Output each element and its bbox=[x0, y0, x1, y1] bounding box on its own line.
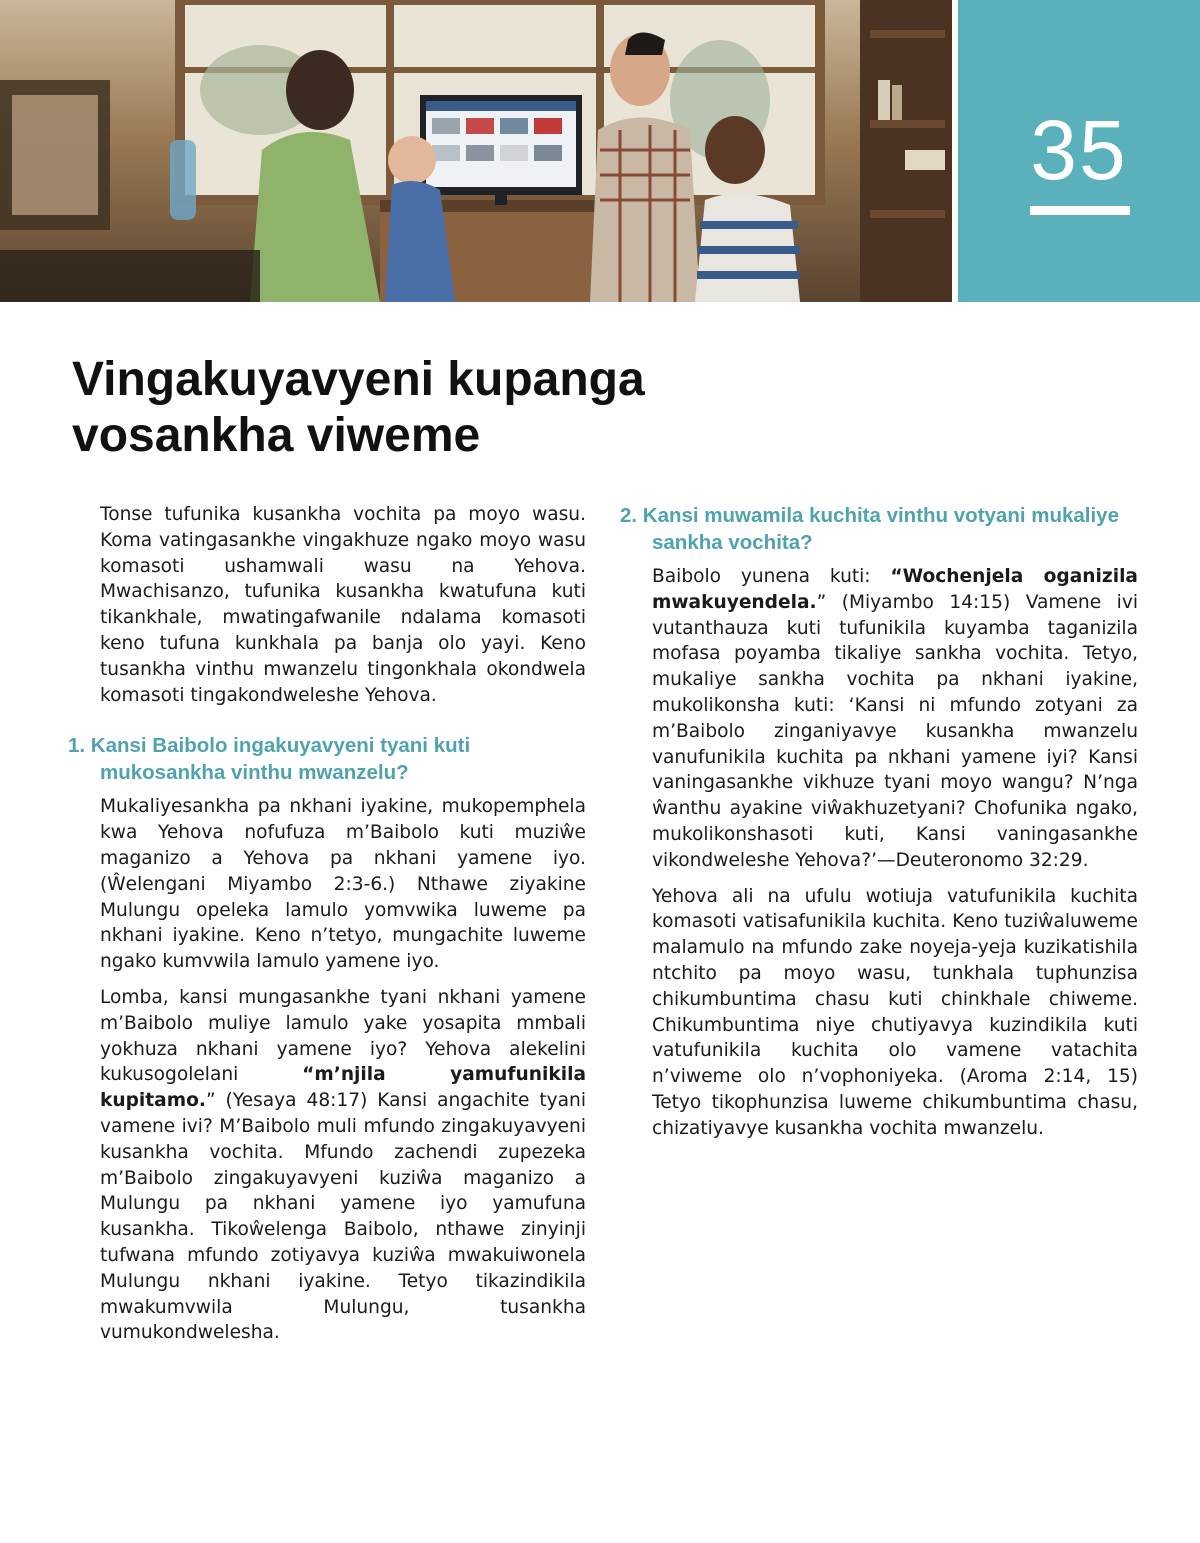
page-title: Vingakuyavyeni kupanga vosankha viweme bbox=[72, 353, 645, 462]
right-column bbox=[620, 502, 1138, 1152]
lesson-number-underline bbox=[1030, 206, 1130, 215]
question-1-heading: 1. Kansi Baibolo ingakuyavyeni tyani kuti mukosankha vinthu mwanzelu? bbox=[68, 734, 471, 785]
lesson-number: 35 bbox=[1030, 103, 1128, 197]
question-2-paragraph-1 bbox=[652, 564, 1138, 874]
question-2-paragraph-2: Yehova ali na ufulu wotiuja vatufunikila kuchita komasoti vatisafunikila kuchita. Keno tuziŵaluweme malamulo na mfundo zake noyeja-yeja kuzikatishila ntchito pa moyo wasu, tunkhala tuphunzisa chikumbuntima chasu kuti chinkhale chiweme. Chikumbuntima niye chutiyavya kuzindikila kuti vatufunikila kuchita olo vamene vatachita n’viweme olo n’vophoniyeka. (Aroma 2:14, 15) Tetyo tikophunzisa luweme chikumbuntima chasu, chizatiyavye kusankha vochita mwanzelu. bbox=[652, 885, 1138, 1139]
q2-p1-scripture-quote: “Wochenjela oganizila mwakuyendela. bbox=[652, 566, 1138, 613]
q2-p1-text-end: ” (Miyambo 14:15) Vamene ivi vutanthauza kuti tufunikila kuyamba taganizila mofasa poyamba tikaliye sankha vochita. Tetyo, mukaliye sankha vochita pa nkhani iyakine, mukolikonsha kuti: ‘Kansi ni mfundo zotyani za m’Baibolo zinganiyavye kusankha mwanzelu vanufunikila kuchita pa nkhani yamene iyi? Kansi vaningasankhe vikhuze tyani moyo wangu? N’nga ŵanthu ayakine viŵakhuzetyani? Chofunika ngako, mukolikonshasoti kuti, Kansi vaningasankhe vikondweleshe Yehova?’—Deuteronomo 32:29. bbox=[652, 591, 1138, 871]
hero-photo bbox=[0, 0, 952, 302]
question-1-paragraph-2 bbox=[100, 985, 586, 1346]
intro-paragraph: Tonse tufunika kusankha vochita pa moyo wasu. Koma vatingasankhe vingakhuze ngako moyo wasu komasoti ushamwali wasu na Yehova. Mwachisanzo, tufunika kusankha kwatufuna kuti tikankhale, mwatingafwanile ndalama komasoti keno tufuna kunkhala pa banja olo yayi. Keno tusankha vinthu mwanzelu tingonkhala okondwela komasoti tingakondweleshe Yehova. bbox=[100, 504, 586, 706]
q2-p1-text-start: Baibolo yunena kuti: bbox=[652, 566, 891, 587]
q1-p2-text-end: ” (Yesaya 48:17) Kansi angachite tyani vamene ivi? M’Baibolo muli mfundo zingakuyavyeni kusankha vochita. Mfundo zachendi zupezeka m’Baibolo zingakuyavyeni kuziŵa maganizo a Mulungu pa nkhani yamene iyo yamufuna kusankha. Tikoŵelenga Baibolo, nthawe zinyinji tufwana mfundo zotiyavya kuziŵa mwakuiwonela Mulungu nkhani iyakine. Tetyo tikazindikila mwakumvwila Mulungu, tusankha vumukondwelesha. bbox=[100, 1090, 586, 1344]
family-at-computer-illustration bbox=[0, 0, 952, 302]
q1-p2-text-start: Lomba, kansi mungasankhe tyani nkhani yamene m’Baibolo muliye lamulo yake yosapita mmbali yokhuza nkhani yamene iyo? Yehova alekelini kukusogolelani bbox=[100, 986, 586, 1086]
q1-p2-scripture-quote: “m’njila yamufunikila kupitamo. bbox=[100, 1064, 586, 1112]
question-2-heading: 2. Kansi muwamila kuchita vinthu votyani mukaliye sankha vochita? bbox=[620, 504, 1119, 554]
lesson-number-box bbox=[958, 0, 1200, 302]
question-1-paragraph-1: Mukaliyesankha pa nkhani iyakine, mukopemphela kwa Yehova nofufuza m’Baibolo kuti muziŵe maganizo a Yehova pa nkhani yamene iyo. (Ŵelengani Miyambo 2:3-6.) Nthawe ziyakine Mulungu opeleka lamulo yomvwika luweme pa nkhani iyakine. Keno n’tetyo, mungachite luweme ngako kumvwila lamulo yamene iyo. bbox=[100, 796, 586, 973]
left-column bbox=[68, 502, 586, 1356]
